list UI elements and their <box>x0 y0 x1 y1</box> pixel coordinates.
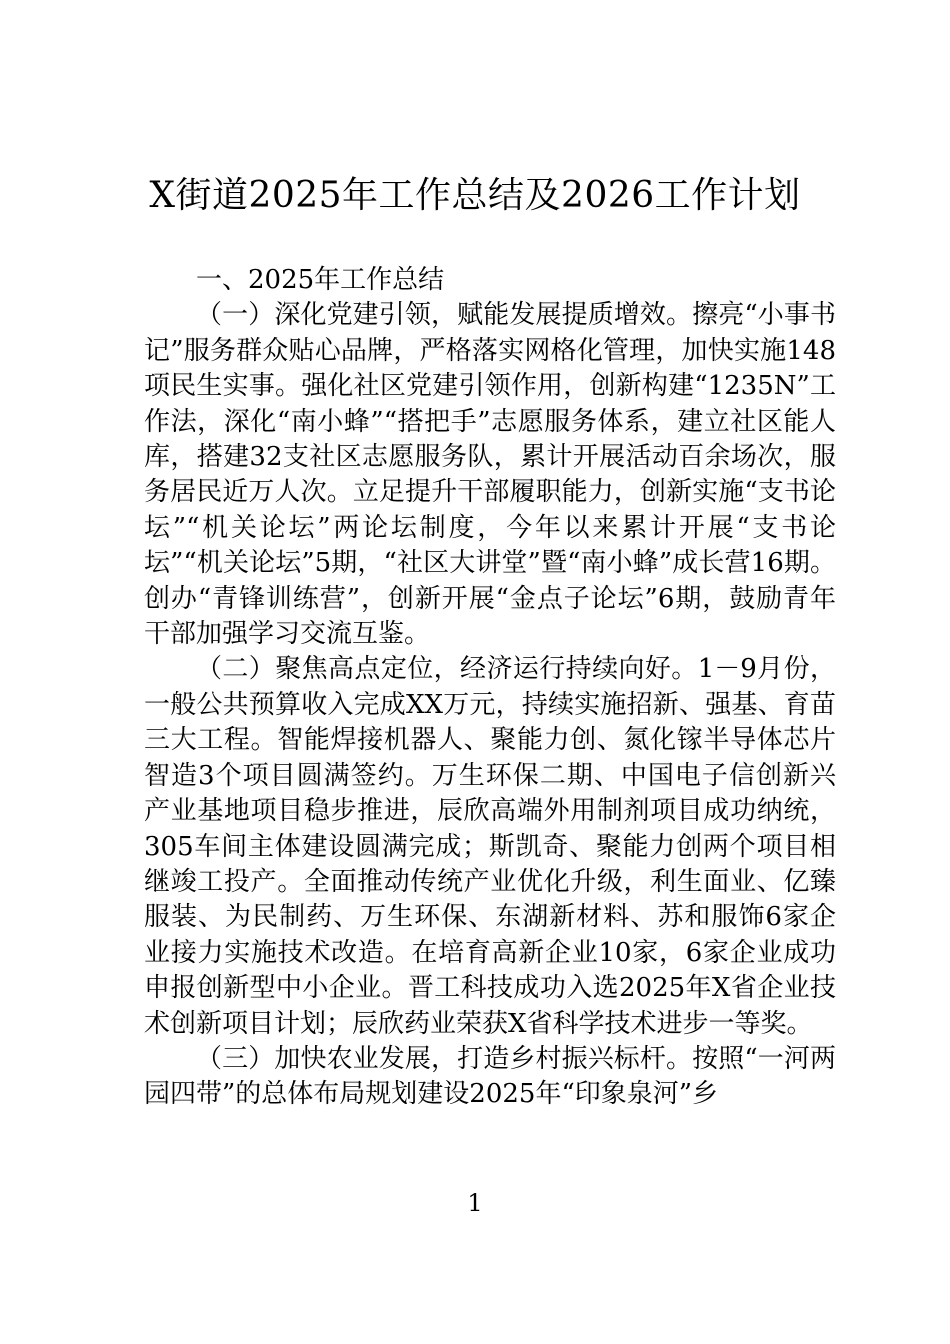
paragraph-party-building: （一）深化党建引领，赋能发展提质增效。擦亮“小事书记”服务群众贴心品牌，严格落实网格化管理，加快实施148项民生实事。强化社区党建引领作用，创新构建“1235N”工作法，深化“南小蜂”“搭把手”志愿服务体系，建立社区能人库，搭建32支社区志愿服务队，累计开展活动百余场次，服务居民近万人次。立足提升干部履职能力，创新实施“支书论坛”“机关论坛”两论坛制度，今年以来累计开展“支书论坛”“机关论坛”5期，“社区大讲堂”暨“南小蜂”成长营16期。创办“青锋训练营”，创新开展“金点子论坛”6期，鼓励青年干部加强学习交流互鉴。 <box>144 300 836 650</box>
document-body <box>144 263 836 1113</box>
paragraph-economy: （二）聚焦高点定位，经济运行持续向好。1－9月份，一般公共预算收入完成XX万元，持续实施招新、强基、育苗三大工程。智能焊接机器人、聚能力创、氮化镓半导体芯片智造3个项目圆满签约。万生环保二期、中国电子信创新兴产业基地项目稳步推进，辰欣高端外用制剂项目成功纳统，305车间主体建设圆满完成；斯凯奇、聚能力创两个项目相继竣工投产。全面推动传统产业优化升级，利生面业、亿臻服装、为民制药、万生环保、东湖新材料、苏和服饰6家企业接力实施技术改造。在培育高新企业10家，6家企业成功申报创新型中小企业。晋工科技成功入选2025年X省企业技术创新项目计划；辰欣药业荣获X省科学技术进步一等奖。 <box>144 654 836 1039</box>
document-title: X街道2025年工作总结及2026工作计划 <box>149 175 801 216</box>
section-heading: 一、2025年工作总结 <box>196 265 445 295</box>
paragraph-agriculture: （三）加快农业发展，打造乡村振兴标杆。按照“一河两园四带”的总体布局规划建设2025年“印象泉河”乡 <box>144 1043 836 1110</box>
page-number: 1 <box>467 1189 483 1217</box>
